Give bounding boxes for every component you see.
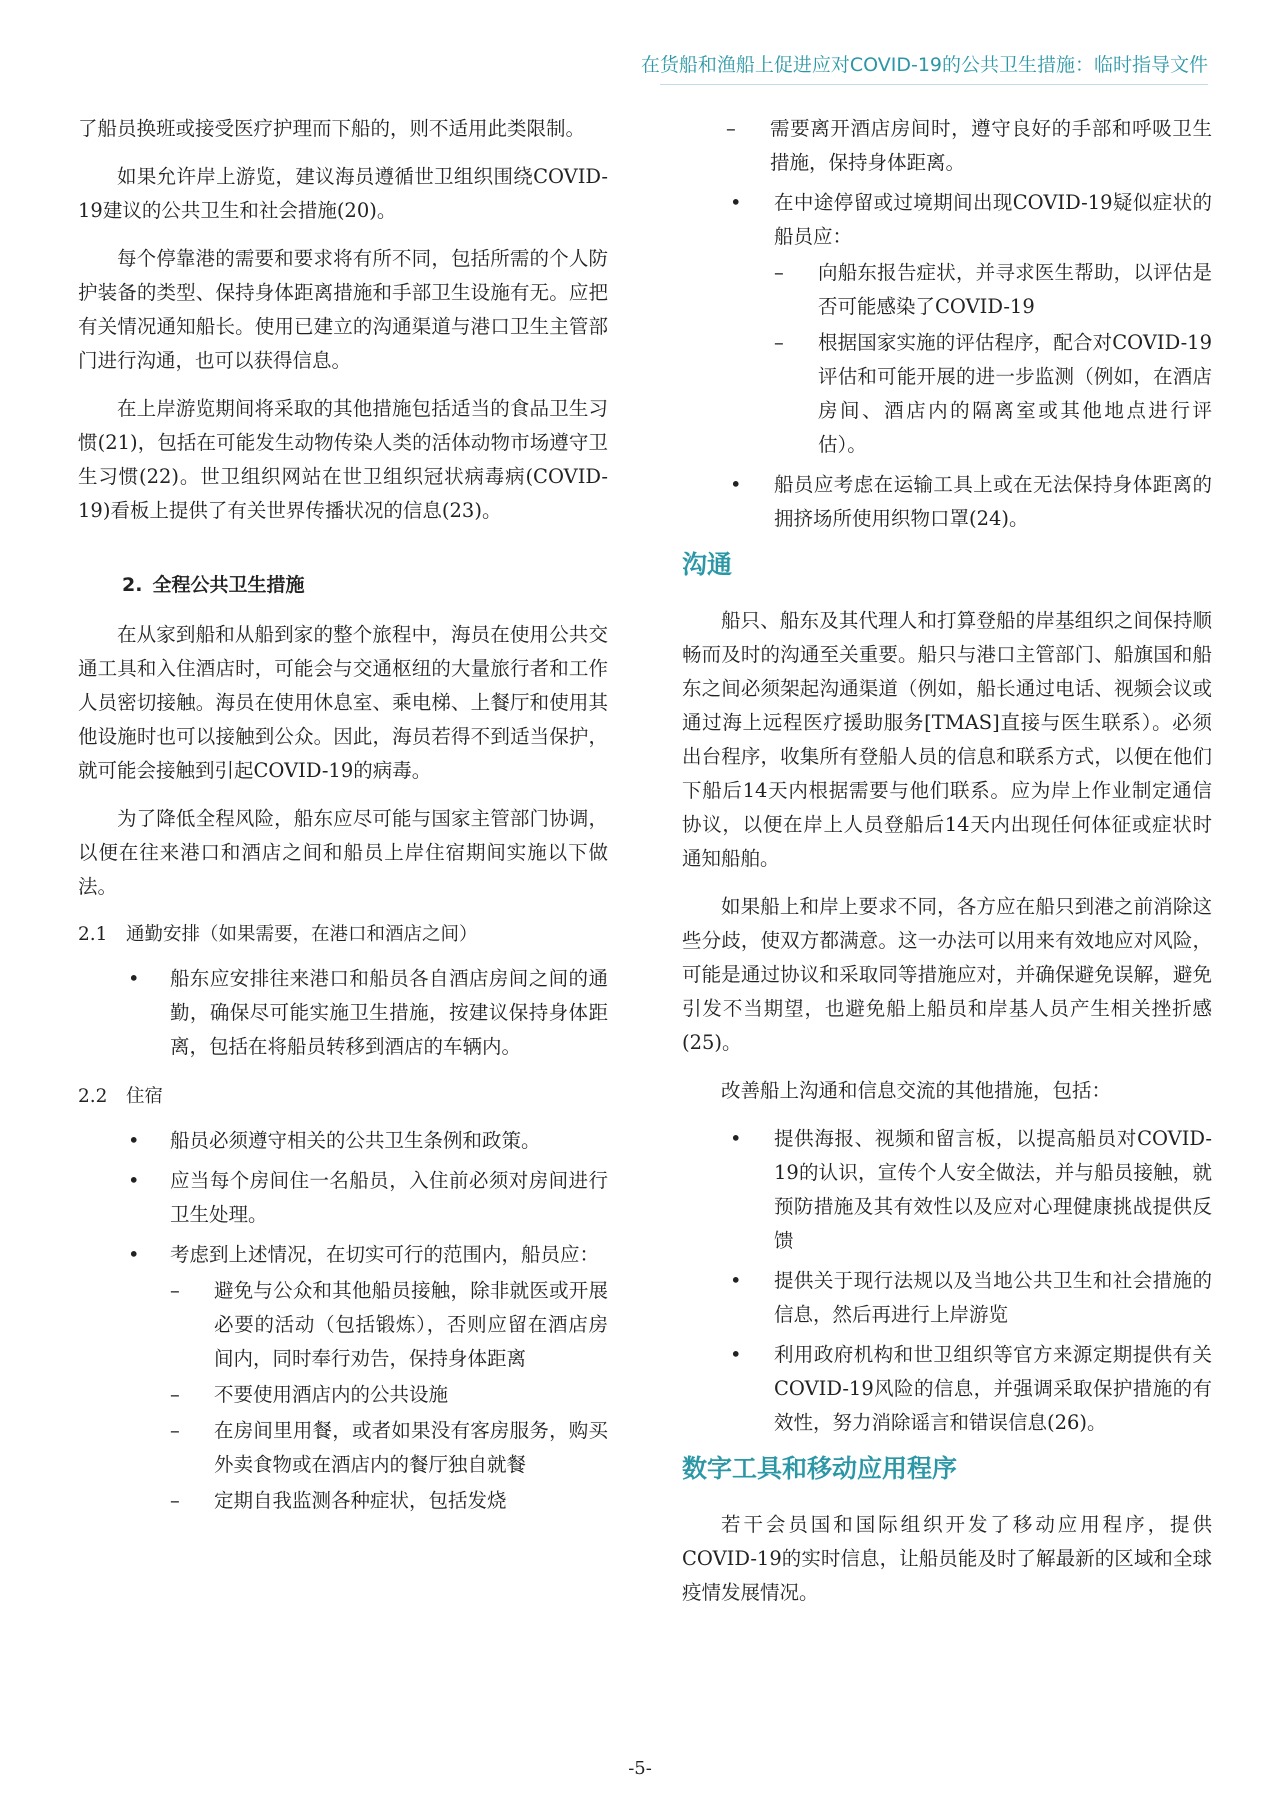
header-rule <box>660 84 1208 85</box>
subsection-heading <box>78 1080 608 1114</box>
list-item: • 船员应考虑在运输工具上或在无法保持身体距离的拥挤场所使用织物口罩(24)。 <box>682 468 1212 536</box>
bullet-list <box>78 1124 608 1518</box>
list-item: – 在房间里用餐，或者如果没有客房服务，购买外卖食物或在酒店内的餐厅独自就餐 <box>126 1414 608 1482</box>
heading-digital-tools: 数字工具和移动应用程序 <box>682 1454 958 1483</box>
bullet-list <box>78 962 608 1064</box>
section-heading <box>122 568 608 602</box>
paragraph: 在从家到船和从船到家的整个旅程中，海员在使用公共交通工具和入住酒店时，可能会与交通枢纽的大量旅行者和工作人员密切接触。海员在使用休息室、乘电梯、上餐厅和使用其他设施时也可以接触到公众。因此，海员若得不到适当保护，就可能会接触到引起COVID-19的病毒。 <box>78 623 608 782</box>
section-title: 全程公共卫生措施 <box>152 574 305 596</box>
dash-list <box>682 112 1212 180</box>
list-item: – 向船东报告症状，并寻求医生帮助，以评估是否可能感染了COVID-19 <box>730 256 1212 324</box>
subsection-title: 通勤安排（如果需要，在港口和酒店之间） <box>126 924 478 945</box>
list-item: • 船员必须遵守相关的公共卫生条例和政策。 <box>78 1124 608 1158</box>
section-number: 2. <box>122 574 143 596</box>
list-item: – 根据国家实施的评估程序，配合对COVID-19评估和可能开展的进一步监测（例如，在酒店房间、酒店内的隔离室或其他地点进行评估）。 <box>730 326 1212 462</box>
subsection-heading <box>78 918 608 952</box>
subsection-number: 2.2 <box>78 1086 108 1107</box>
list-item: • 提供海报、视频和留言板，以提高船员对COVID-19的认识，宣传个人安全做法，并与船员接触，就预防措施及其有效性以及应对心理健康挑战提供反馈 <box>682 1122 1212 1258</box>
list-item: – 不要使用酒店内的公共设施 <box>126 1378 608 1412</box>
page-number: -5- <box>628 1758 652 1779</box>
paragraph: 如果船上和岸上要求不同，各方应在船只到港之前消除这些分歧，使双方都满意。这一办法可以用来有效地应对风险，可能是通过协议和采取同等措施应对，并确保避免误解，避免引发不当期望，也避免船上船员和岸基人员产生相关挫折感(25)。 <box>682 895 1212 1054</box>
running-header: 在货船和渔船上促进应对COVID-19的公共卫生措施：临时指导文件 <box>640 54 1208 76</box>
heading-communication: 沟通 <box>682 550 733 579</box>
list-item-text: 在中途停留或过境期间出现COVID-19疑似症状的船员应： <box>774 191 1212 248</box>
subsection-title: 住宿 <box>126 1086 164 1107</box>
paragraph: 船只、船东及其代理人和打算登船的岸基组织之间保持顺畅而及时的沟通至关重要。船只与港口主管部门、船旗国和船东之间必须架起沟通渠道（例如，船长通过电话、视频会议或通过海上远程医疗援助服务[TMAS]直接与医生联系）。必须出台程序，收集所有登船人员的信息和联系方式，以便在他们下船后14天内根据需要与他们联系。应为岸上作业制定通信协议，以便在岸上人员登船后14天内出现任何体征或症状时通知船舶。 <box>682 609 1212 870</box>
list-item: • 利用政府机构和世卫组织等官方来源定期提供有关COVID-19风险的信息，并强调采取保护措施的有效性，努力消除谣言和错误信息(26)。 <box>682 1338 1212 1440</box>
paragraph: 每个停靠港的需要和要求将有所不同，包括所需的个人防护装备的类型、保持身体距离措施和手部卫生设施有无。应把有关情况通知船长。使用已建立的沟通渠道与港口卫生主管部门进行沟通，也可以获得信息。 <box>78 247 608 372</box>
paragraph: 如果允许岸上游览，建议海员遵循世卫组织围绕COVID-19建议的公共卫生和社会措施(20)。 <box>78 165 608 222</box>
dash-list <box>126 1274 608 1518</box>
right-column <box>682 112 1212 1624</box>
paragraph: 若干会员国和国际组织开发了移动应用程序，提供COVID-19的实时信息，让船员能及时了解最新的区域和全球疫情发展情况。 <box>682 1513 1212 1604</box>
list-item <box>682 186 1212 462</box>
dash-list <box>730 256 1212 462</box>
paragraph: 改善船上沟通和信息交流的其他措施，包括： <box>721 1079 1112 1102</box>
list-item: • 提供关于现行法规以及当地公共卫生和社会措施的信息，然后再进行上岸游览 <box>682 1264 1212 1332</box>
list-item: • 应当每个房间住一名船员，入住前必须对房间进行卫生处理。 <box>78 1164 608 1232</box>
subsection-number: 2.1 <box>78 924 108 945</box>
list-item <box>78 1238 608 1518</box>
list-item: – 定期自我监测各种症状，包括发烧 <box>126 1484 608 1518</box>
bullet-list <box>682 1122 1212 1440</box>
paragraph: 为了降低全程风险，船东应尽可能与国家主管部门协调，以便在往来港口和酒店之间和船员上岸住宿期间实施以下做法。 <box>78 807 608 898</box>
list-item: – 避免与公众和其他船员接触，除非就医或开展必要的活动（包括锻炼），否则应留在酒店房间内，同时奉行劝告，保持身体距离 <box>126 1274 608 1376</box>
paragraph: 了船员换班或接受医疗护理而下船的，则不适用此类限制。 <box>78 117 586 140</box>
bullet-list <box>682 186 1212 536</box>
list-item: – 需要离开酒店房间时，遵守良好的手部和呼吸卫生措施，保持身体距离。 <box>682 112 1212 180</box>
list-item: • 船东应安排往来港口和船员各自酒店房间之间的通勤，确保尽可能实施卫生措施，按建议保持身体距离，包括在将船员转移到酒店的车辆内。 <box>78 962 608 1064</box>
left-column <box>78 112 608 1524</box>
paragraph: 在上岸游览期间将采取的其他措施包括适当的食品卫生习惯(21)，包括在可能发生动物传染人类的活体动物市场遵守卫生习惯(22)。世卫组织网站在世卫组织冠状病毒病(COVID-19)看板上提供了有关世界传播状况的信息(23)。 <box>78 397 608 522</box>
list-item-text: 考虑到上述情况，在切实可行的范围内，船员应： <box>170 1243 600 1266</box>
